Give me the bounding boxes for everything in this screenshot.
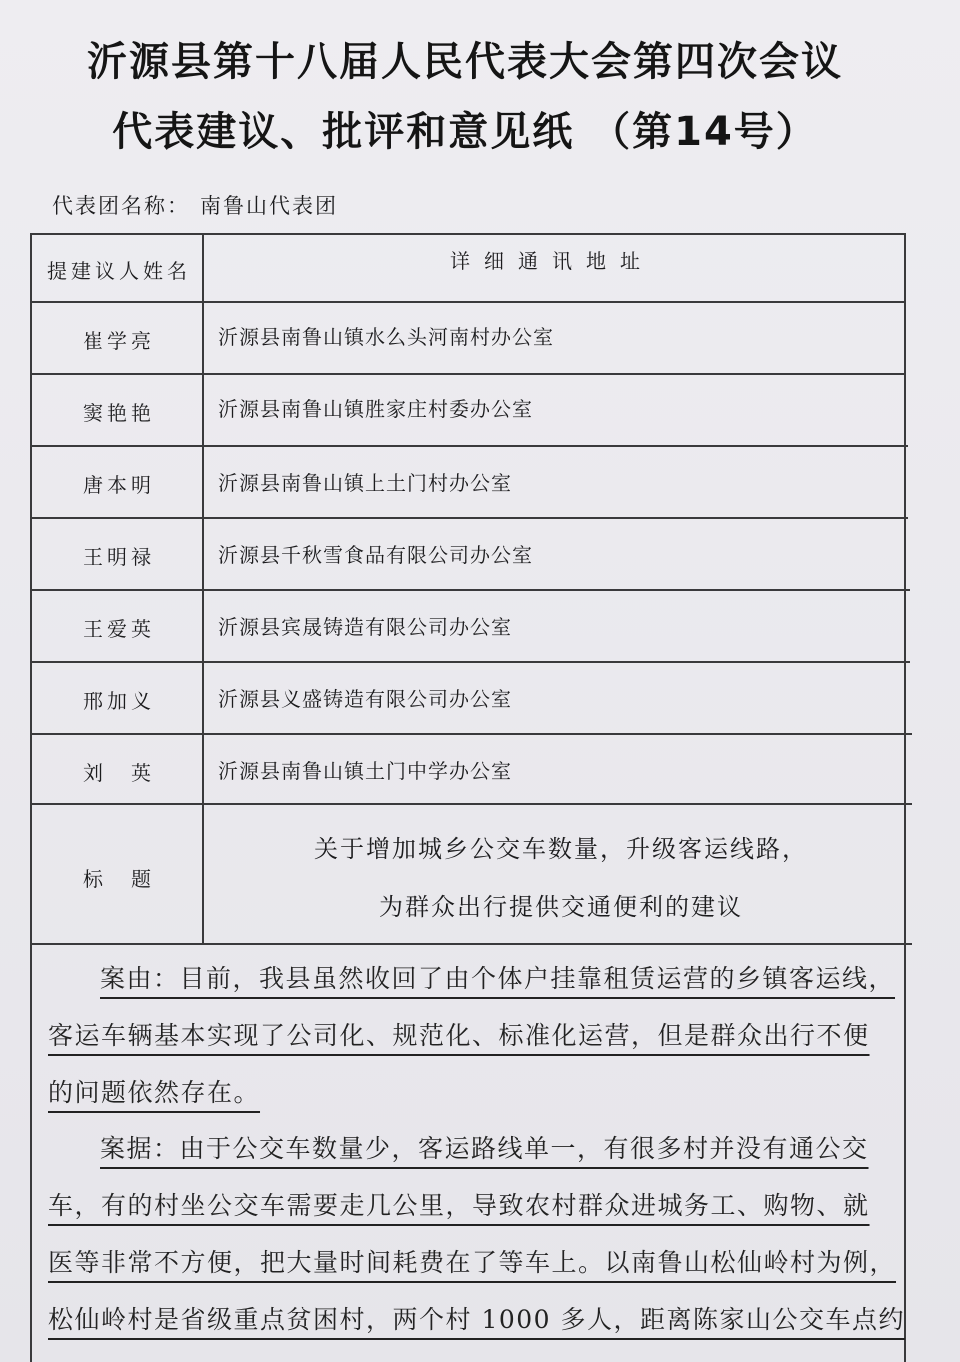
proposer-name: 崔学亮: [83, 329, 155, 353]
proposer-name: 刘 英: [83, 761, 155, 785]
proposer-address: 沂源县千秋雪食品有限公司办公室: [218, 543, 533, 567]
proposer-address: 沂源县南鲁山镇水么头河南村办公室: [218, 325, 554, 349]
proposer-address: 沂源县义盛铸造有限公司办公室: [218, 687, 512, 711]
document-title-line2: 代表建议、批评和意见纸 （第14号）: [112, 109, 818, 155]
delegation-value: 南鲁山代表团: [200, 194, 338, 218]
proposer-name: 王明禄: [83, 545, 155, 569]
proposer-address: 沂源县南鲁山镇土门中学办公室: [218, 759, 512, 783]
proposer-address: 沂源县宾晟铸造有限公司办公室: [218, 615, 512, 639]
proposal-title-line2: 为群众出行提供交通便利的建议: [379, 893, 743, 921]
basis-line: 车，有的村坐公交车需要走几公里，导致农村群众进城务工、购物、就: [48, 1191, 870, 1220]
title-label: 标 题: [83, 867, 155, 891]
proposer-name: 窦艳艳: [83, 401, 155, 425]
address-column-header: 详细通讯地址: [450, 249, 654, 273]
basis-line: 案据：由于公交车数量少，客运路线单一，有很多村并没有通公交: [100, 1134, 869, 1163]
proposer-address: 沂源县南鲁山镇上土门村办公室: [218, 471, 512, 495]
proposer-name: 唐本明: [83, 473, 155, 497]
proposal-title-line1: 关于增加城乡公交车数量，升级客运线路，: [314, 835, 808, 863]
name-column-header: 提建议人姓名: [47, 259, 191, 283]
delegation-label: 代表团名称：: [52, 194, 190, 218]
basis-paragraph: [48, 1120, 914, 1348]
cause-paragraph: [48, 950, 914, 1121]
cause-line: 的问题依然存在。: [48, 1078, 261, 1107]
proposer-name: 邢加义: [83, 689, 155, 713]
basis-line: 松仙岭村是省级重点贫困村，两个村 1000 多人，距离陈家山公交车点约: [48, 1305, 906, 1334]
basis-line: 医等非常不方便，把大量时间耗费在了等车上。以南鲁山松仙岭村为例，: [48, 1248, 897, 1277]
proposer-address: 沂源县南鲁山镇胜家庄村委办公室: [218, 397, 533, 421]
document-title-line1: 沂源县第十八届人民代表大会第四次会议: [87, 39, 843, 85]
cause-line: 案由：目前，我县虽然收回了由个体户挂靠租赁运营的乡镇客运线，: [100, 964, 896, 993]
proposer-name: 王爱英: [83, 617, 155, 641]
cause-line: 客运车辆基本实现了公司化、规范化、标准化运营，但是群众出行不便: [48, 1021, 870, 1050]
